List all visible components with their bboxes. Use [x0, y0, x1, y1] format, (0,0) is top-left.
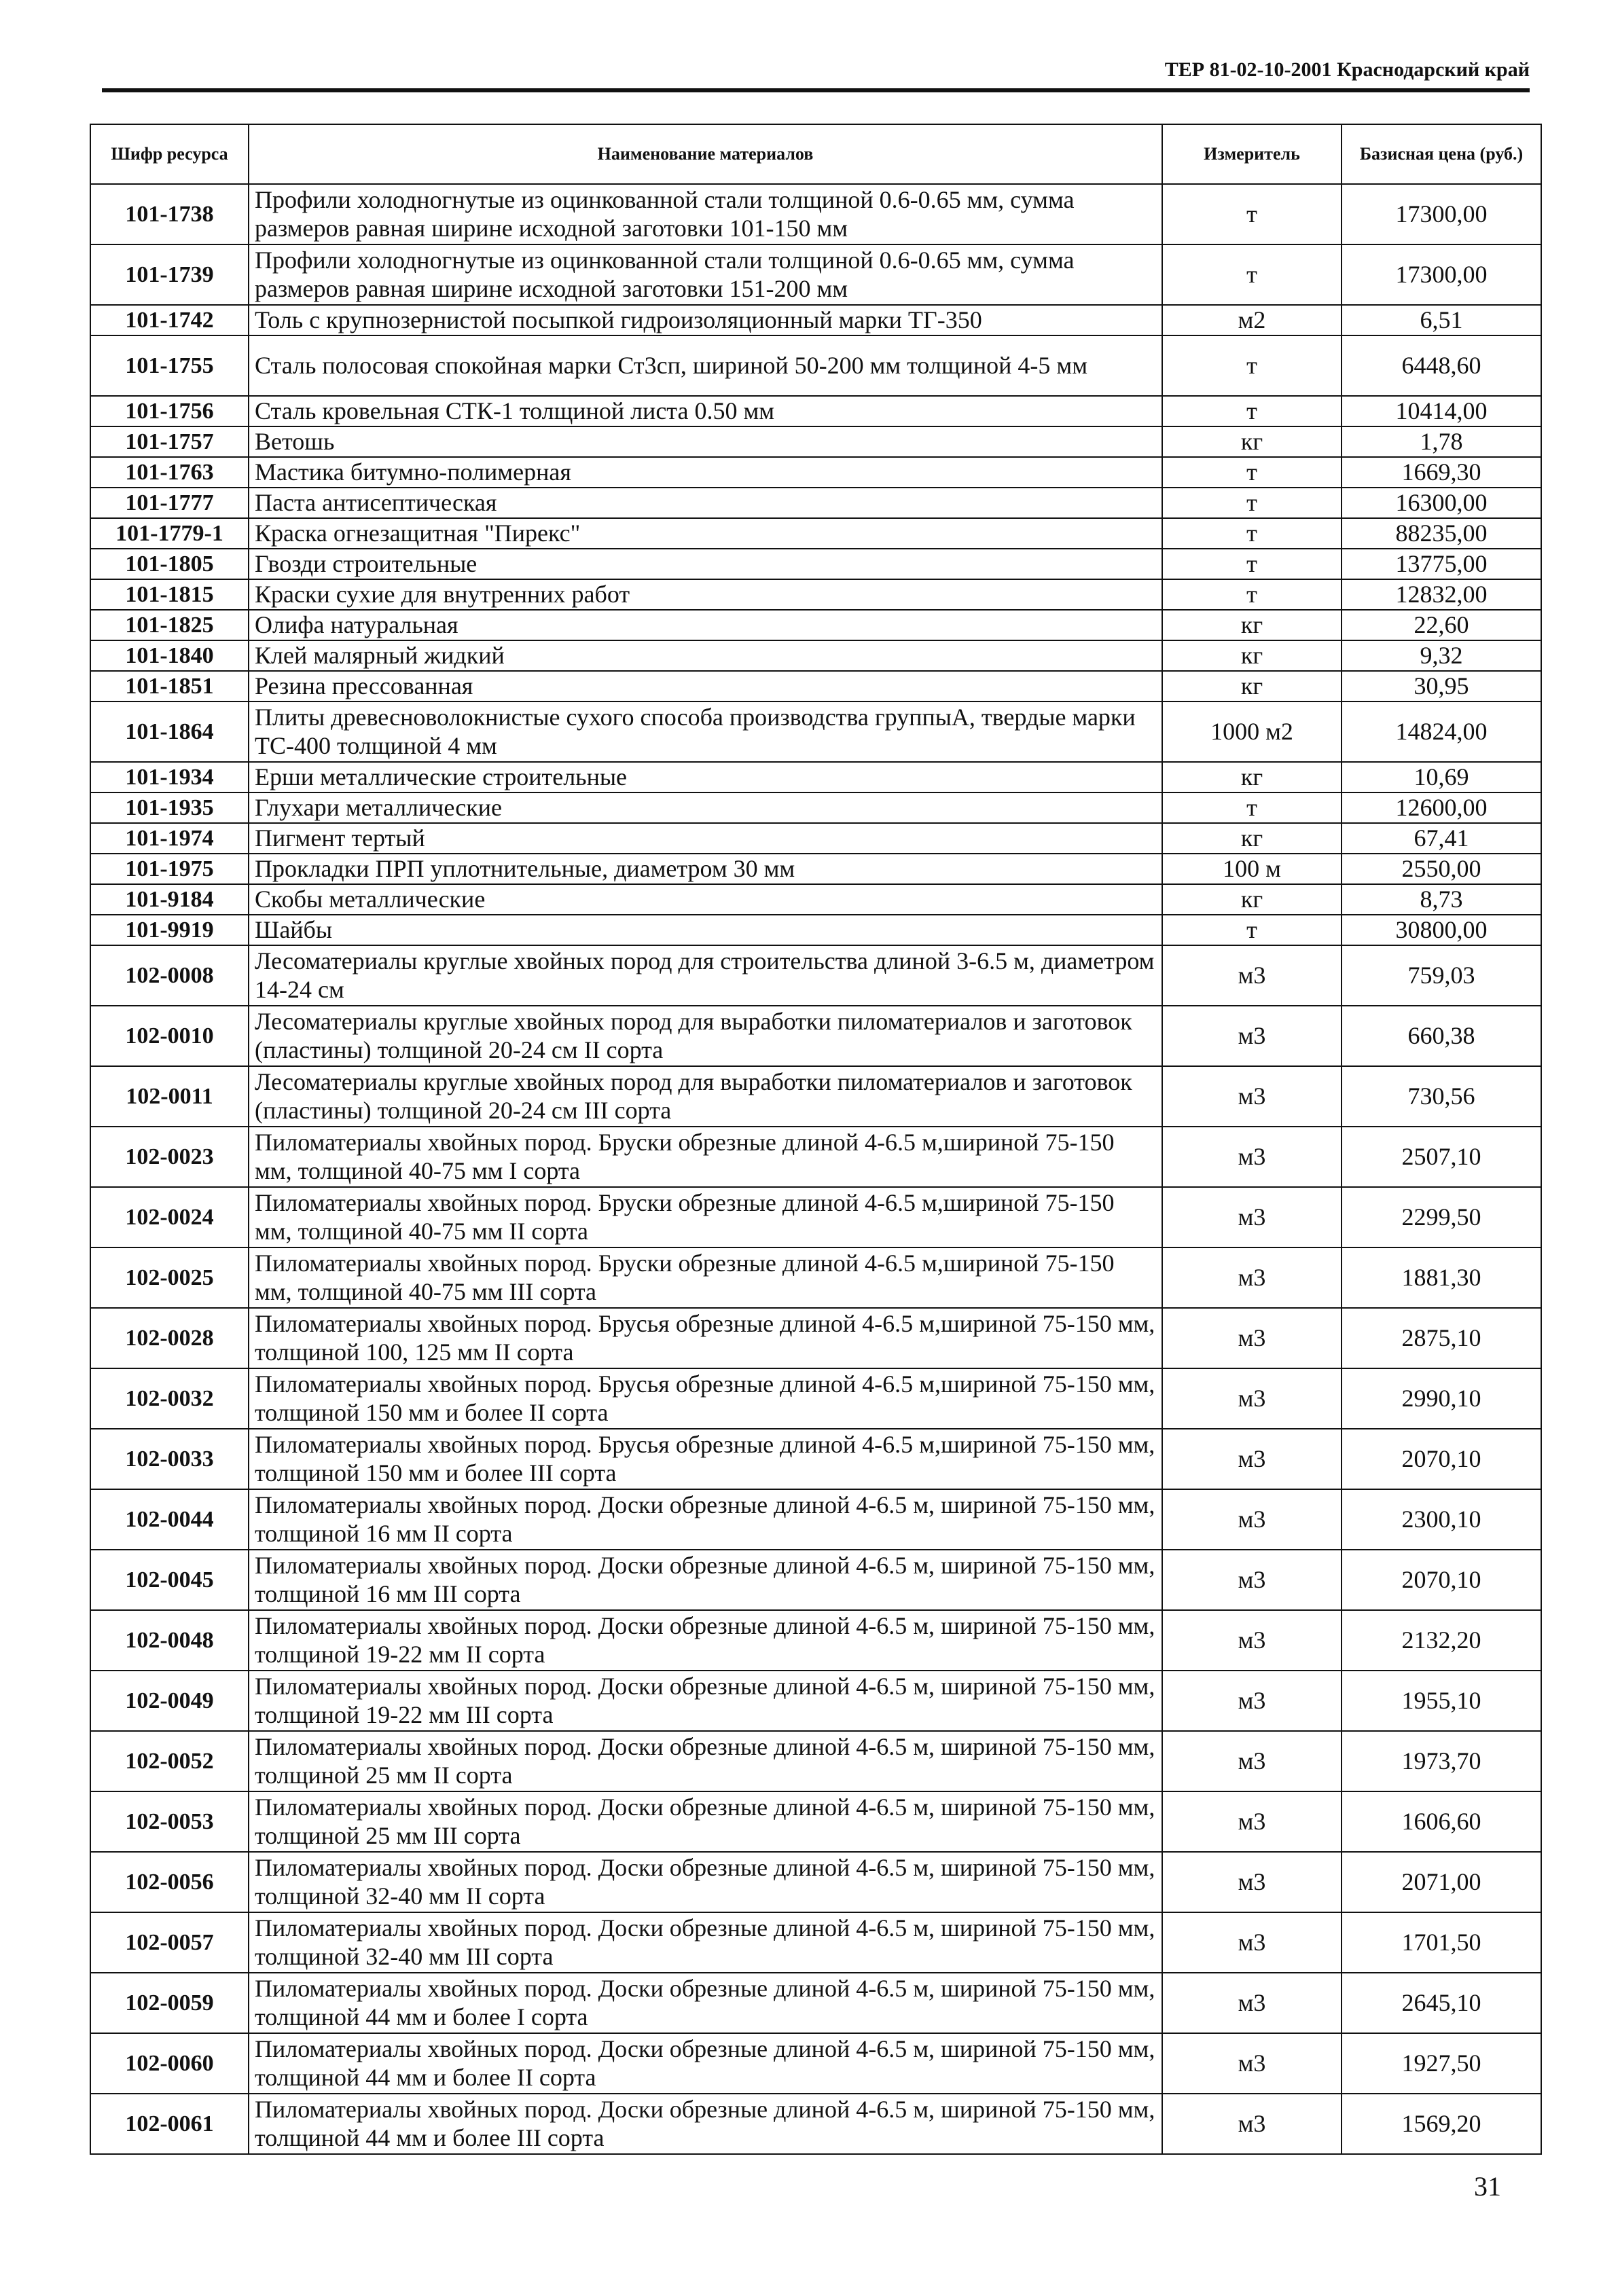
material-name-cell: Пиломатериалы хвойных пород. Доски обрезные длиной 4-6.5 м, шириной 75-150 мм, толщиной 19-22 мм III сорта: [249, 1671, 1162, 1731]
table-row: [90, 792, 1541, 823]
table-row: [90, 884, 1541, 915]
price-cell: 1669,30: [1342, 457, 1541, 488]
price-cell: 10,69: [1342, 762, 1541, 792]
price-cell: 1955,10: [1342, 1671, 1541, 1731]
table-row: [90, 518, 1541, 549]
price-cell: 30,95: [1342, 671, 1541, 701]
table-row: [90, 335, 1541, 396]
unit-cell: кг: [1162, 823, 1342, 854]
unit-cell: м3: [1162, 1610, 1342, 1671]
price-cell: 22,60: [1342, 610, 1541, 640]
resource-code-cell: 102-0028: [90, 1308, 249, 1368]
material-name-cell: Лесоматериалы круглые хвойных пород для строительства длиной 3-6.5 м, диаметром 14-24 см: [249, 945, 1162, 1006]
price-cell: 2645,10: [1342, 1973, 1541, 2033]
materials-price-table: [90, 124, 1542, 2155]
material-name-cell: Плиты древесноволокнистые сухого способа производства группыА, твердые марки ТС-400 толщиной 4 мм: [249, 701, 1162, 762]
unit-cell: т: [1162, 184, 1342, 244]
table-body: [90, 184, 1541, 2154]
material-name-cell: Пиломатериалы хвойных пород. Брусья обрезные длиной 4-6.5 м,шириной 75-150 мм, толщиной 150 мм и более III сорта: [249, 1429, 1162, 1489]
price-cell: 10414,00: [1342, 396, 1541, 426]
material-name-cell: Пиломатериалы хвойных пород. Бруски обрезные длиной 4-6.5 м,шириной 75-150 мм, толщиной 40-75 мм III сорта: [249, 1247, 1162, 1308]
unit-cell: м3: [1162, 1791, 1342, 1852]
price-cell: 2990,10: [1342, 1368, 1541, 1429]
table-row: [90, 1429, 1541, 1489]
resource-code-cell: 101-1851: [90, 671, 249, 701]
resource-code-cell: 102-0024: [90, 1187, 249, 1247]
material-name-cell: Пиломатериалы хвойных пород. Доски обрезные длиной 4-6.5 м, шириной 75-150 мм, толщиной 32-40 мм II сорта: [249, 1852, 1162, 1912]
unit-cell: м3: [1162, 1247, 1342, 1308]
table-row: [90, 640, 1541, 671]
unit-cell: кг: [1162, 426, 1342, 457]
unit-cell: м3: [1162, 1912, 1342, 1973]
price-cell: 2070,10: [1342, 1429, 1541, 1489]
table-row: [90, 945, 1541, 1006]
unit-cell: кг: [1162, 884, 1342, 915]
table-row: [90, 184, 1541, 244]
price-cell: 17300,00: [1342, 184, 1541, 244]
material-name-cell: Сталь кровельная СТК-1 толщиной листа 0.50 мм: [249, 396, 1162, 426]
resource-code-cell: 101-1935: [90, 792, 249, 823]
price-cell: 9,32: [1342, 640, 1541, 671]
table-row: [90, 1973, 1541, 2033]
resource-code-cell: 101-1739: [90, 244, 249, 305]
table-row: [90, 426, 1541, 457]
price-cell: 30800,00: [1342, 915, 1541, 945]
table-row: [90, 701, 1541, 762]
material-name-cell: Клей малярный жидкий: [249, 640, 1162, 671]
unit-cell: т: [1162, 792, 1342, 823]
price-cell: 730,56: [1342, 1066, 1541, 1127]
price-cell: 1,78: [1342, 426, 1541, 457]
unit-cell: кг: [1162, 610, 1342, 640]
resource-code-cell: 102-0057: [90, 1912, 249, 1973]
material-name-cell: Пиломатериалы хвойных пород. Доски обрезные длиной 4-6.5 м, шириной 75-150 мм, толщиной 44 мм и более II сорта: [249, 2033, 1162, 2094]
price-cell: 759,03: [1342, 945, 1541, 1006]
table-row: [90, 1308, 1541, 1368]
unit-cell: м3: [1162, 1006, 1342, 1066]
unit-cell: м3: [1162, 2094, 1342, 2154]
price-cell: 2300,10: [1342, 1489, 1541, 1550]
price-cell: 2875,10: [1342, 1308, 1541, 1368]
unit-cell: т: [1162, 396, 1342, 426]
table-row: [90, 915, 1541, 945]
table-row: [90, 1550, 1541, 1610]
unit-cell: т: [1162, 549, 1342, 579]
table-row: [90, 1671, 1541, 1731]
resource-code-cell: 101-1864: [90, 701, 249, 762]
resource-code-cell: 102-0045: [90, 1550, 249, 1610]
table-row: [90, 244, 1541, 305]
material-name-cell: Пигмент тертый: [249, 823, 1162, 854]
document-header: ТЕР 81-02-10-2001 Краснодарский край: [1164, 58, 1530, 81]
unit-cell: т: [1162, 488, 1342, 518]
unit-cell: м3: [1162, 1429, 1342, 1489]
unit-cell: м3: [1162, 1852, 1342, 1912]
table-row: [90, 396, 1541, 426]
price-cell: 2550,00: [1342, 854, 1541, 884]
unit-cell: т: [1162, 335, 1342, 396]
resource-code-cell: 101-1777: [90, 488, 249, 518]
resource-code-cell: 101-1840: [90, 640, 249, 671]
price-cell: 14824,00: [1342, 701, 1541, 762]
material-name-cell: Олифа натуральная: [249, 610, 1162, 640]
resource-code-cell: 102-0010: [90, 1006, 249, 1066]
table-row: [90, 457, 1541, 488]
unit-cell: м3: [1162, 1308, 1342, 1368]
material-name-cell: Гвозди строительные: [249, 549, 1162, 579]
resource-code-cell: 101-1934: [90, 762, 249, 792]
column-header-code: Шифр ресурса: [90, 124, 249, 184]
price-cell: 2070,10: [1342, 1550, 1541, 1610]
price-cell: 1701,50: [1342, 1912, 1541, 1973]
price-cell: 13775,00: [1342, 549, 1541, 579]
resource-code-cell: 102-0044: [90, 1489, 249, 1550]
unit-cell: м3: [1162, 1368, 1342, 1429]
resource-code-cell: 101-1763: [90, 457, 249, 488]
price-cell: 2132,20: [1342, 1610, 1541, 1671]
resource-code-cell: 101-1742: [90, 305, 249, 335]
price-cell: 1569,20: [1342, 2094, 1541, 2154]
column-header-price: Базисная цена (руб.): [1342, 124, 1541, 184]
table-row: [90, 1731, 1541, 1791]
price-cell: 6448,60: [1342, 335, 1541, 396]
material-name-cell: Паста антисептическая: [249, 488, 1162, 518]
resource-code-cell: 102-0059: [90, 1973, 249, 2033]
material-name-cell: Ерши металлические строительные: [249, 762, 1162, 792]
price-cell: 2071,00: [1342, 1852, 1541, 1912]
resource-code-cell: 102-0061: [90, 2094, 249, 2154]
table-row: [90, 1066, 1541, 1127]
material-name-cell: Лесоматериалы круглые хвойных пород для выработки пиломатериалов и заготовок (пластины) толщиной 20-24 см II сорта: [249, 1006, 1162, 1066]
header-rule: [102, 88, 1530, 92]
material-name-cell: Пиломатериалы хвойных пород. Доски обрезные длиной 4-6.5 м, шириной 75-150 мм, толщиной 32-40 мм III сорта: [249, 1912, 1162, 1973]
price-cell: 1881,30: [1342, 1247, 1541, 1308]
material-name-cell: Пиломатериалы хвойных пород. Доски обрезные длиной 4-6.5 м, шириной 75-150 мм, толщиной 19-22 мм II сорта: [249, 1610, 1162, 1671]
price-cell: 88235,00: [1342, 518, 1541, 549]
material-name-cell: Пиломатериалы хвойных пород. Доски обрезные длиной 4-6.5 м, шириной 75-150 мм, толщиной 16 мм III сорта: [249, 1550, 1162, 1610]
unit-cell: м2: [1162, 305, 1342, 335]
table-row: [90, 762, 1541, 792]
resource-code-cell: 101-1815: [90, 579, 249, 610]
material-name-cell: Лесоматериалы круглые хвойных пород для выработки пиломатериалов и заготовок (пластины) толщиной 20-24 см III сорта: [249, 1066, 1162, 1127]
unit-cell: т: [1162, 579, 1342, 610]
unit-cell: т: [1162, 915, 1342, 945]
price-cell: 660,38: [1342, 1006, 1541, 1066]
resource-code-cell: 102-0023: [90, 1127, 249, 1187]
table-row: [90, 579, 1541, 610]
table-row: [90, 610, 1541, 640]
table-row: [90, 1610, 1541, 1671]
material-name-cell: Пиломатериалы хвойных пород. Бруски обрезные длиной 4-6.5 м,шириной 75-150 мм, толщиной 40-75 мм I сорта: [249, 1127, 1162, 1187]
material-name-cell: Краска огнезащитная "Пирекс": [249, 518, 1162, 549]
table-row: [90, 854, 1541, 884]
unit-cell: т: [1162, 518, 1342, 549]
unit-cell: м3: [1162, 945, 1342, 1006]
resource-code-cell: 102-0025: [90, 1247, 249, 1308]
material-name-cell: Скобы металлические: [249, 884, 1162, 915]
material-name-cell: Пиломатериалы хвойных пород. Бруски обрезные длиной 4-6.5 м,шириной 75-150 мм, толщиной 40-75 мм II сорта: [249, 1187, 1162, 1247]
resource-code-cell: 101-9184: [90, 884, 249, 915]
material-name-cell: Шайбы: [249, 915, 1162, 945]
table-row: [90, 488, 1541, 518]
price-cell: 6,51: [1342, 305, 1541, 335]
material-name-cell: Пиломатериалы хвойных пород. Доски обрезные длиной 4-6.5 м, шириной 75-150 мм, толщиной 16 мм II сорта: [249, 1489, 1162, 1550]
unit-cell: кг: [1162, 640, 1342, 671]
resource-code-cell: 102-0053: [90, 1791, 249, 1852]
resource-code-cell: 102-0052: [90, 1731, 249, 1791]
material-name-cell: Профили холодногнутые из оцинкованной стали толщиной 0.6-0.65 мм, сумма размеров равная ширине исходной заготовки 101-150 мм: [249, 184, 1162, 244]
page-number: 31: [1474, 2171, 1501, 2202]
material-name-cell: Резина прессованная: [249, 671, 1162, 701]
column-header-unit: Измеритель: [1162, 124, 1342, 184]
material-name-cell: Пиломатериалы хвойных пород. Доски обрезные длиной 4-6.5 м, шириной 75-150 мм, толщиной 44 мм и более I сорта: [249, 1973, 1162, 2033]
table-row: [90, 671, 1541, 701]
material-name-cell: Сталь полосовая спокойная марки Ст3сп, шириной 50-200 мм толщиной 4-5 мм: [249, 335, 1162, 396]
table-row: [90, 2094, 1541, 2154]
price-cell: 12832,00: [1342, 579, 1541, 610]
resource-code-cell: 102-0056: [90, 1852, 249, 1912]
unit-cell: м3: [1162, 2033, 1342, 2094]
unit-cell: м3: [1162, 1671, 1342, 1731]
table-row: [90, 2033, 1541, 2094]
table-row: [90, 1187, 1541, 1247]
resource-code-cell: 101-1975: [90, 854, 249, 884]
table-row: [90, 1912, 1541, 1973]
unit-cell: кг: [1162, 671, 1342, 701]
price-cell: 2507,10: [1342, 1127, 1541, 1187]
table-header-row: [90, 124, 1541, 184]
price-cell: 1973,70: [1342, 1731, 1541, 1791]
resource-code-cell: 101-1974: [90, 823, 249, 854]
unit-cell: м3: [1162, 1187, 1342, 1247]
resource-code-cell: 102-0033: [90, 1429, 249, 1489]
price-cell: 2299,50: [1342, 1187, 1541, 1247]
resource-code-cell: 101-1757: [90, 426, 249, 457]
resource-code-cell: 102-0049: [90, 1671, 249, 1731]
price-cell: 1606,60: [1342, 1791, 1541, 1852]
table-row: [90, 1489, 1541, 1550]
price-cell: 17300,00: [1342, 244, 1541, 305]
material-name-cell: Пиломатериалы хвойных пород. Доски обрезные длиной 4-6.5 м, шириной 75-150 мм, толщиной 44 мм и более III сорта: [249, 2094, 1162, 2154]
table-row: [90, 1247, 1541, 1308]
price-cell: 8,73: [1342, 884, 1541, 915]
unit-cell: м3: [1162, 1550, 1342, 1610]
table-row: [90, 1006, 1541, 1066]
table-row: [90, 1127, 1541, 1187]
unit-cell: т: [1162, 457, 1342, 488]
resource-code-cell: 101-9919: [90, 915, 249, 945]
resource-code-cell: 102-0032: [90, 1368, 249, 1429]
material-name-cell: Пиломатериалы хвойных пород. Доски обрезные длиной 4-6.5 м, шириной 75-150 мм, толщиной 25 мм III сорта: [249, 1791, 1162, 1852]
resource-code-cell: 101-1825: [90, 610, 249, 640]
resource-code-cell: 101-1755: [90, 335, 249, 396]
resource-code-cell: 101-1779-1: [90, 518, 249, 549]
resource-code-cell: 102-0048: [90, 1610, 249, 1671]
material-name-cell: Пиломатериалы хвойных пород. Брусья обрезные длиной 4-6.5 м,шириной 75-150 мм, толщиной 100, 125 мм II сорта: [249, 1308, 1162, 1368]
resource-code-cell: 102-0060: [90, 2033, 249, 2094]
material-name-cell: Толь с крупнозернистой посыпкой гидроизоляционный марки ТГ-350: [249, 305, 1162, 335]
price-cell: 12600,00: [1342, 792, 1541, 823]
resource-code-cell: 101-1805: [90, 549, 249, 579]
unit-cell: м3: [1162, 1731, 1342, 1791]
unit-cell: 100 м: [1162, 854, 1342, 884]
price-cell: 16300,00: [1342, 488, 1541, 518]
material-name-cell: Пиломатериалы хвойных пород. Доски обрезные длиной 4-6.5 м, шириной 75-150 мм, толщиной 25 мм II сорта: [249, 1731, 1162, 1791]
price-cell: 67,41: [1342, 823, 1541, 854]
material-name-cell: Профили холодногнутые из оцинкованной стали толщиной 0.6-0.65 мм, сумма размеров равная ширине исходной заготовки 151-200 мм: [249, 244, 1162, 305]
resource-code-cell: 101-1756: [90, 396, 249, 426]
unit-cell: кг: [1162, 762, 1342, 792]
material-name-cell: Глухари металлические: [249, 792, 1162, 823]
resource-code-cell: 102-0008: [90, 945, 249, 1006]
material-name-cell: Прокладки ПРП уплотнительные, диаметром 30 мм: [249, 854, 1162, 884]
unit-cell: м3: [1162, 1066, 1342, 1127]
price-cell: 1927,50: [1342, 2033, 1541, 2094]
table-row: [90, 305, 1541, 335]
resource-code-cell: 101-1738: [90, 184, 249, 244]
material-name-cell: Мастика битумно-полимерная: [249, 457, 1162, 488]
unit-cell: м3: [1162, 1489, 1342, 1550]
unit-cell: м3: [1162, 1127, 1342, 1187]
unit-cell: м3: [1162, 1973, 1342, 2033]
material-name-cell: Пиломатериалы хвойных пород. Брусья обрезные длиной 4-6.5 м,шириной 75-150 мм, толщиной 150 мм и более II сорта: [249, 1368, 1162, 1429]
column-header-name: Наименование материалов: [249, 124, 1162, 184]
table-row: [90, 549, 1541, 579]
table-row: [90, 823, 1541, 854]
unit-cell: 1000 м2: [1162, 701, 1342, 762]
material-name-cell: Ветошь: [249, 426, 1162, 457]
table-row: [90, 1852, 1541, 1912]
table-row: [90, 1791, 1541, 1852]
unit-cell: т: [1162, 244, 1342, 305]
material-name-cell: Краски сухие для внутренних работ: [249, 579, 1162, 610]
resource-code-cell: 102-0011: [90, 1066, 249, 1127]
table-row: [90, 1368, 1541, 1429]
